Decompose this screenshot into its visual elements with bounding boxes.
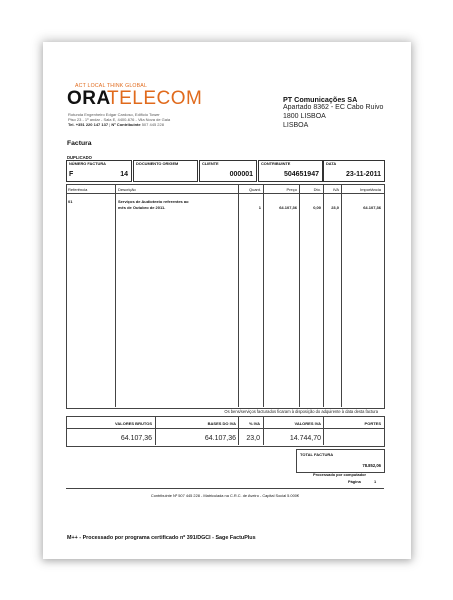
- line-qty: 1: [258, 205, 261, 210]
- client-name: PT Comunicações SA: [283, 95, 358, 104]
- company-nif-label: Nº Contribuinte: [111, 122, 141, 127]
- processed-label: Processado por computador: [313, 472, 366, 477]
- line-desc-1: Serviços de Audiotexto referentes ao: [118, 199, 189, 204]
- invoice-series: F: [69, 171, 74, 178]
- shipping-label: PORTES: [364, 421, 381, 426]
- vat-bases: 64.107,36: [204, 435, 236, 442]
- col-vat-header: IVA: [332, 187, 339, 192]
- col-ref-header: Referência: [68, 187, 88, 192]
- logo-tagline: ACT LOCAL THINK GLOBAL: [75, 83, 148, 89]
- availability-note: Os bens/serviços facturados ficaram à disposição do adquirente à data desta factura: [224, 409, 378, 414]
- line-desc-2: mês de Outubro de 2011.: [118, 205, 166, 210]
- invoice-total-value: 78.852,06: [362, 463, 381, 468]
- copy-label: DUPLICADO: [67, 155, 92, 160]
- lines-table: [66, 184, 385, 409]
- company-phone: Tel. +351 220 147 137: [68, 122, 109, 127]
- footer-registration: Contribuinte Nº 507 445 228 - Matriculada na C.R.C. de Aveiro - Capital Social 5.000€: [150, 493, 300, 498]
- company-nif: 507 445 228: [141, 122, 164, 127]
- vat-values-label: VALORES IVA: [294, 421, 321, 426]
- line-price: 64.107,36: [279, 205, 297, 210]
- document-title: Factura: [67, 140, 92, 147]
- company-address-line2: Piso 23 - 1º andar - Sala E, 4400-676 - Vila Nova de Gaia: [68, 117, 171, 122]
- footer-software: M++ - Processado por programa certificado nº 391/DGCI - Sage FactuPlus: [67, 535, 256, 541]
- taxpayer-number: 504651947: [283, 171, 319, 178]
- logo-telecom: TELECOM: [107, 88, 203, 109]
- invoice-number-box: [66, 160, 132, 182]
- col-divider: [341, 184, 342, 407]
- client-code-box: [199, 160, 257, 182]
- col-discount-header: Dto.: [313, 187, 321, 192]
- col-desc-header: Descrição: [118, 187, 136, 192]
- col-divider: [299, 184, 300, 407]
- origin-document-box: [133, 160, 198, 182]
- col-price-header: Preço: [286, 187, 297, 192]
- taxpayer-label: CONTRIBUINTE: [261, 161, 291, 166]
- client-code-label: CLIENTE: [202, 161, 219, 166]
- col-divider: [238, 184, 239, 407]
- page-label: Página: [348, 479, 361, 484]
- col-amount-header: Importância: [360, 187, 381, 192]
- gross-values-label: VALORES BRUTOS: [115, 421, 152, 426]
- vat-bases-label: BASES DO IVA: [207, 421, 236, 426]
- vat-values: 14.744,70: [289, 435, 321, 442]
- col-qty-header: Quant.: [248, 187, 261, 192]
- client-address3: LISBOA: [283, 122, 309, 129]
- vat-pct: 23,0: [246, 435, 260, 442]
- company-contact: Tel. +351 220 147 137 | Nº Contribuinte 507 445 228: [68, 122, 164, 127]
- totals-col-divider: [155, 416, 156, 445]
- invoice-total-box: [296, 449, 385, 473]
- line-discount: 0,00: [313, 205, 321, 210]
- totals-divider: [66, 428, 384, 429]
- page-number: 1: [374, 479, 377, 484]
- lines-header-divider: [66, 193, 384, 194]
- date-box: [323, 160, 385, 182]
- vat-pct-label: % IVA: [248, 421, 260, 426]
- line-ref: 01: [68, 199, 73, 204]
- col-divider: [263, 184, 264, 407]
- invoice-number: 14: [120, 171, 128, 178]
- line-amount: 64.107,36: [363, 205, 381, 210]
- invoice-total-label: TOTAL FACTURA: [300, 452, 334, 457]
- logo-ora: ORA: [67, 88, 111, 109]
- company-address-line1: Rotunda Engenheiro Edgar Cardoso, Edifício Tower: [68, 112, 160, 117]
- date-label: DATA: [326, 161, 337, 166]
- invoice-date: 23-11-2011: [345, 171, 381, 178]
- col-divider: [323, 184, 324, 407]
- origin-document-label: DOCUMENTO ORIGEM: [136, 161, 179, 166]
- client-address1: Apartado 8362 - EC Cabo Ruivo: [283, 104, 384, 111]
- line-vat: 23,0: [331, 205, 339, 210]
- client-code: 000001: [229, 171, 253, 178]
- taxpayer-box: [258, 160, 323, 182]
- col-divider: [115, 184, 116, 407]
- client-address2: 1800 LISBOA: [283, 113, 326, 120]
- invoice-number-label: NÚMERO FACTURA: [69, 161, 106, 166]
- footer-rule: [66, 488, 384, 489]
- gross-values: 64.107,36: [120, 435, 152, 442]
